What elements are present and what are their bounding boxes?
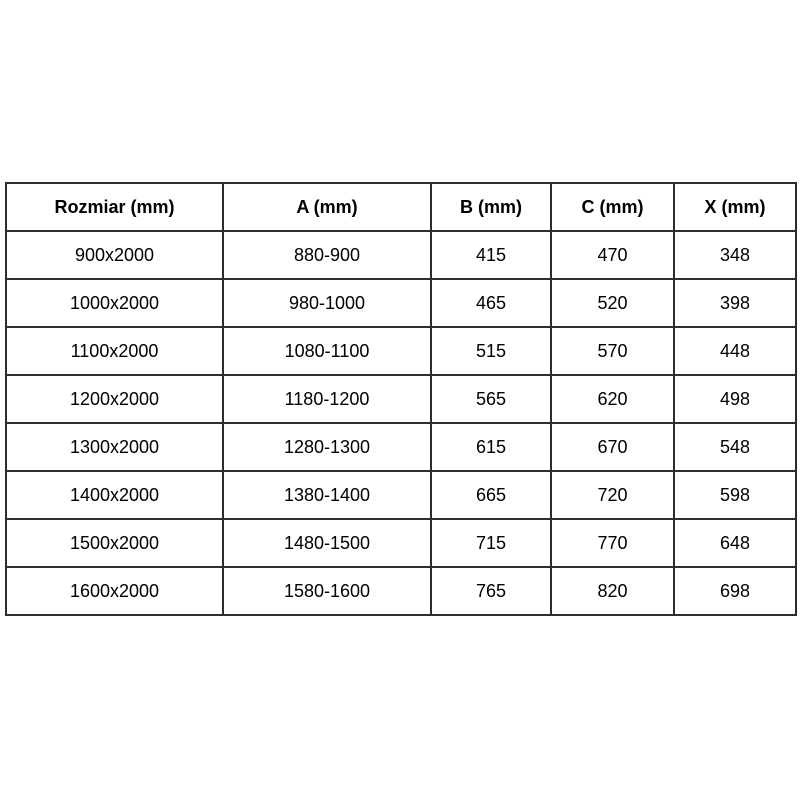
- table-cell: 598: [674, 471, 796, 519]
- column-header-b: B (mm): [431, 183, 551, 231]
- table-cell: 570: [551, 327, 674, 375]
- table-cell: 720: [551, 471, 674, 519]
- table-cell: 615: [431, 423, 551, 471]
- table-cell: 1380-1400: [223, 471, 431, 519]
- table-cell: 1100x2000: [6, 327, 223, 375]
- table-cell: 1580-1600: [223, 567, 431, 615]
- table-cell: 1200x2000: [6, 375, 223, 423]
- table-cell: 770: [551, 519, 674, 567]
- table-cell: 820: [551, 567, 674, 615]
- table-row: [6, 471, 796, 519]
- table-cell: 765: [431, 567, 551, 615]
- table-cell: 1000x2000: [6, 279, 223, 327]
- table-cell: 1480-1500: [223, 519, 431, 567]
- header-row: [6, 183, 796, 231]
- table-cell: 515: [431, 327, 551, 375]
- table-cell: 665: [431, 471, 551, 519]
- table-row: [6, 279, 796, 327]
- table-row: [6, 231, 796, 279]
- table-cell: 520: [551, 279, 674, 327]
- column-header-c: C (mm): [551, 183, 674, 231]
- table-cell: 880-900: [223, 231, 431, 279]
- table-cell: 465: [431, 279, 551, 327]
- table-cell: 1280-1300: [223, 423, 431, 471]
- table-cell: 1500x2000: [6, 519, 223, 567]
- table-cell: 398: [674, 279, 796, 327]
- table-row: [6, 327, 796, 375]
- table-cell: 1400x2000: [6, 471, 223, 519]
- table-body: [6, 231, 796, 615]
- table-cell: 900x2000: [6, 231, 223, 279]
- table-row: [6, 567, 796, 615]
- table-row: [6, 423, 796, 471]
- table-cell: 715: [431, 519, 551, 567]
- table-cell: 698: [674, 567, 796, 615]
- table-cell: 448: [674, 327, 796, 375]
- column-header-x: X (mm): [674, 183, 796, 231]
- table-cell: 548: [674, 423, 796, 471]
- table-cell: 348: [674, 231, 796, 279]
- table-row: [6, 519, 796, 567]
- table-cell: 498: [674, 375, 796, 423]
- table-cell: 1300x2000: [6, 423, 223, 471]
- table-row: [6, 375, 796, 423]
- table-cell: 470: [551, 231, 674, 279]
- table-cell: 1180-1200: [223, 375, 431, 423]
- table-cell: 1080-1100: [223, 327, 431, 375]
- dimensions-table: [5, 182, 797, 616]
- table-cell: 415: [431, 231, 551, 279]
- table-cell: 620: [551, 375, 674, 423]
- column-header-rozmiar: Rozmiar (mm): [6, 183, 223, 231]
- table-cell: 565: [431, 375, 551, 423]
- table-cell: 980-1000: [223, 279, 431, 327]
- column-header-a: A (mm): [223, 183, 431, 231]
- table-cell: 648: [674, 519, 796, 567]
- table-cell: 670: [551, 423, 674, 471]
- table-cell: 1600x2000: [6, 567, 223, 615]
